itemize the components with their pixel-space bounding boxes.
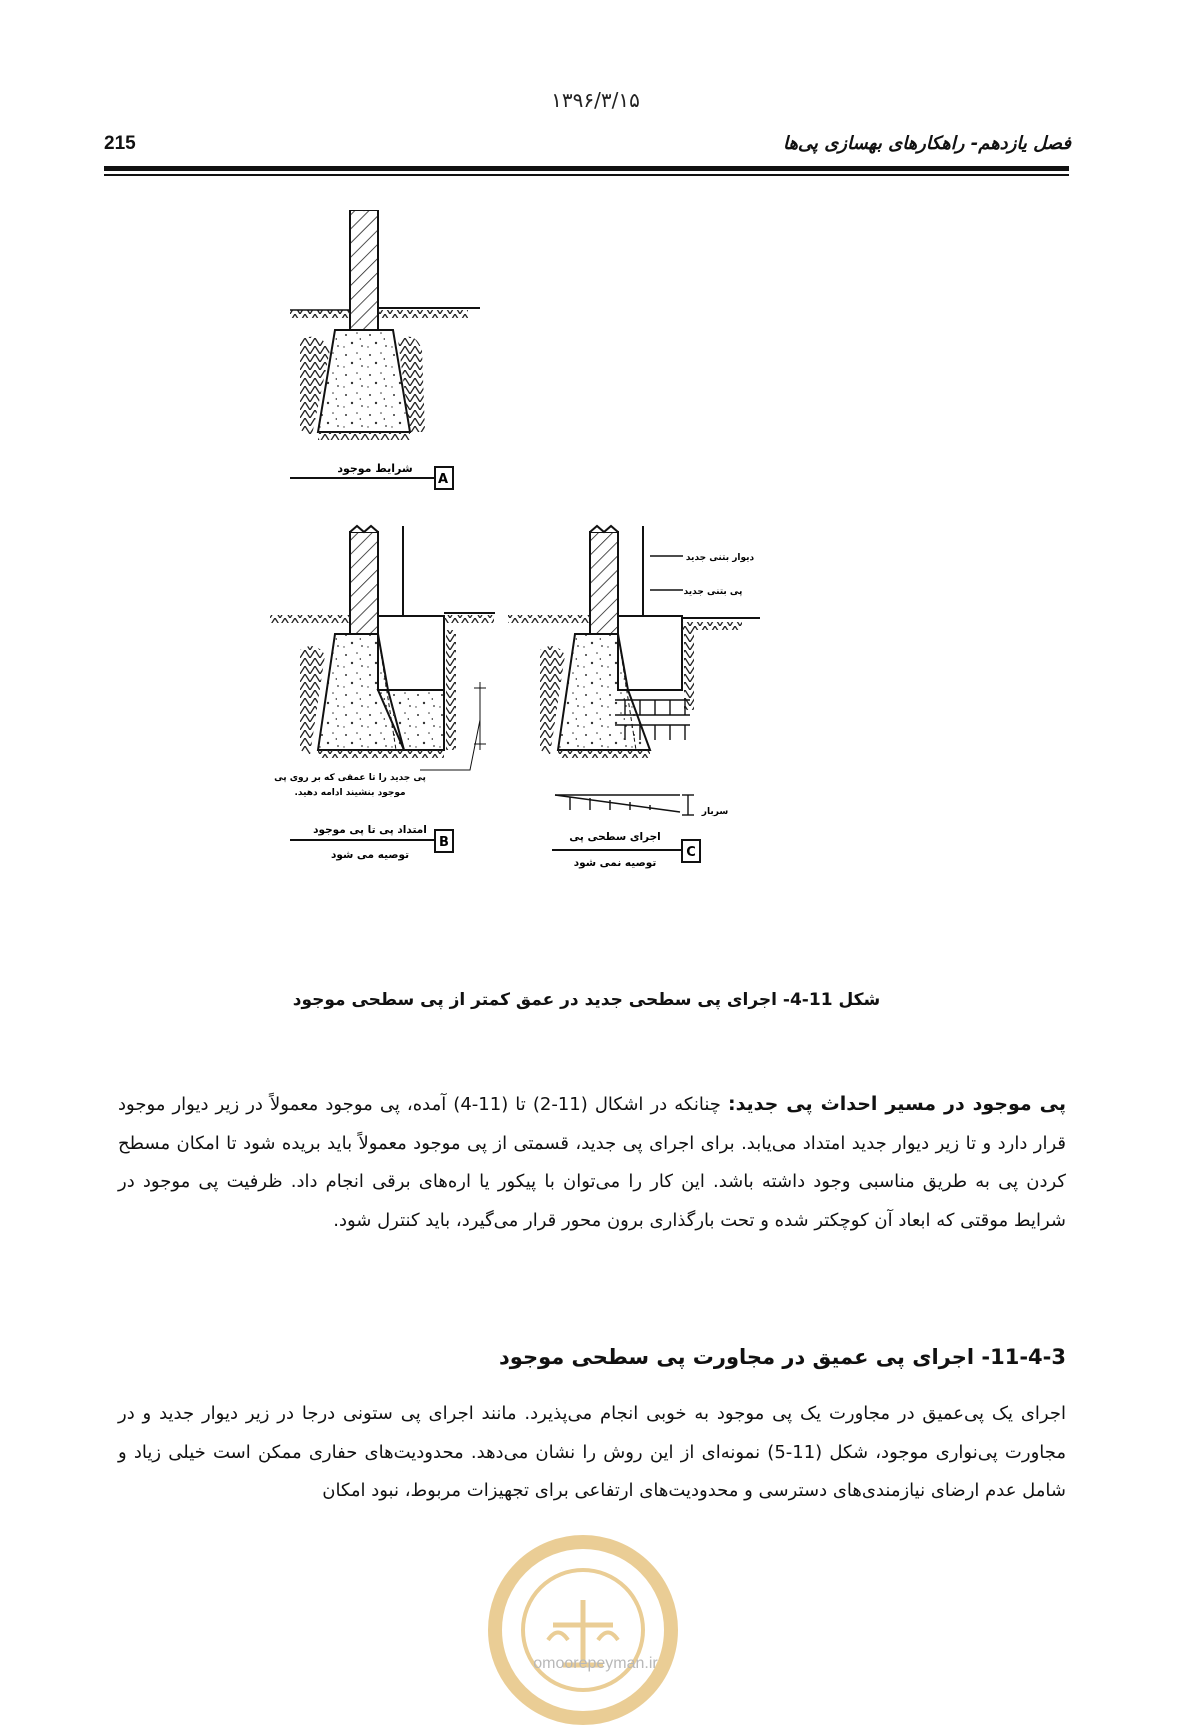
- label-new-footing: پی بتنی جدید: [683, 587, 743, 597]
- header-rule-thick: [104, 166, 1069, 171]
- paragraph-1-body: چنانکه در اشکال (11-2) تا (11-4) آمده، پی موجود معمولاً در زیر دیوار موجود قرار دارد و تا زیر دیوار جدید امتداد می‌یابد. برای اجرای پی جدید، قسمتی از پی موجود معمولاً باید بریده شود تا امکان مسطح کردن پی به طریق مناسبی وجود داشته باشد. این کار را می‌توان با پیکور یا اره‌های برقی انجام داد. ظرفیت پی موجود در شرایط موقتی که ابعاد آن کوچکتر شده و تحت بارگذاری برون محور قرار می‌گیرد، باید کنترل شود.: [118, 1094, 1066, 1231]
- panel-b-title-line1: امتداد پی تا پی موجود: [313, 824, 427, 836]
- chapter-title: فصل یازدهم- راهکارهای بهسازی پی‌ها: [782, 133, 1071, 154]
- label-new-wall: دیوار بتنی جدید: [685, 553, 755, 563]
- paragraph-1: [118, 1085, 1066, 1240]
- watermark-seal: [468, 1530, 698, 1730]
- panel-c-title-line1: اجرای سطحی پی: [569, 831, 661, 843]
- section-heading: 11-4-3- اجرای پی عمیق در مجاورت پی سطحی موجود: [499, 1345, 1066, 1369]
- figure-caption: شکل 11-4- اجرای پی سطحی جدید در عمق کمتر از پی سطحی موجود: [292, 990, 881, 1010]
- panel-c-letter: C: [686, 845, 696, 860]
- panel-b-note-line2: موجود بنشیند ادامه دهید.: [294, 788, 406, 798]
- panel-b-letter: B: [439, 835, 449, 850]
- foundation-figure: [270, 210, 890, 950]
- panel-c-title-line2: توصیه نمی شود: [573, 857, 657, 869]
- panel-a-title: شرایط موجود: [337, 462, 413, 475]
- panel-b-title-line2: توصیه می شود: [330, 849, 410, 861]
- page-number: 215: [104, 133, 136, 154]
- watermark-text: omoorepeyman.ir: [533, 1655, 658, 1672]
- panel-a-drawing: [290, 210, 480, 489]
- print-date: ۱۳۹۶/۳/۱۵: [551, 88, 640, 112]
- panel-b-drawing: [270, 526, 495, 852]
- label-surcharge: سربار: [701, 807, 729, 817]
- paragraph-2: اجرای یک پی‌عمیق در مجاورت یک پی موجود به خوبی انجام می‌پذیرد. مانند اجرای پی ستونی درجا در زیر دیوار جدید و در مجاورت پی‌نواری موجود، شکل (11-5) نمونه‌ای از این روش را نشان می‌دهد. محدودیت‌های حفاری ممکن است خیلی زیاد و شامل عدم ارضای نیازمندی‌های دسترسی و محدودیت‌های ارتفاعی برای تجهیزات مربوط، نبود امکان: [118, 1403, 1067, 1501]
- panel-a-letter: A: [437, 472, 449, 487]
- paragraph-1-lead: پی موجود در مسیر احداث پی جدید:: [727, 1093, 1066, 1115]
- header-rule-thin: [104, 174, 1069, 176]
- panel-b-note-line1: پی جدید را تا عمقی که بر روی پی: [274, 773, 426, 783]
